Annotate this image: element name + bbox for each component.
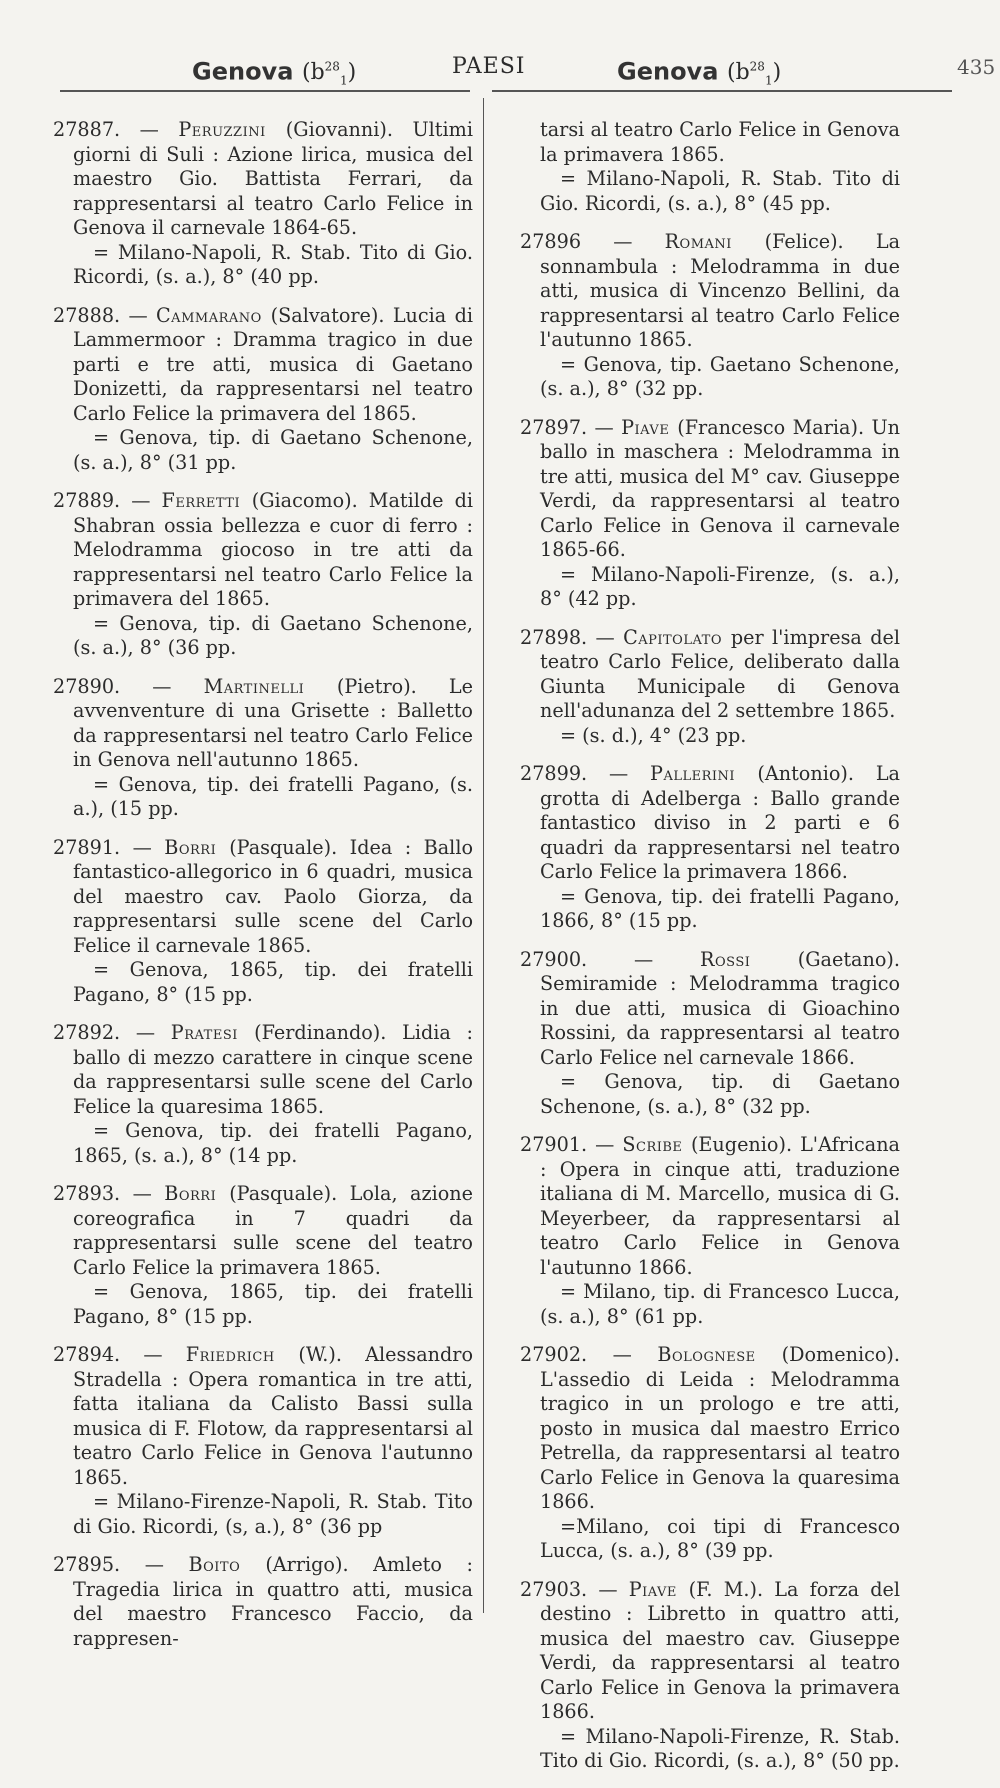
entry-author: Romani [664, 230, 765, 253]
entry-description [520, 626, 900, 724]
entry-description [520, 118, 900, 167]
entry-author: Scribe [622, 1133, 691, 1156]
catalog-entry [53, 489, 473, 661]
entry-dash: — [587, 1343, 658, 1366]
catalog-entry [520, 230, 900, 402]
entry-author: Martinelli [203, 674, 337, 698]
entry-text: (F. M.). La forza del destino : Libretto in quattro atti, musica del maestro cav. Giuseppe Verdi, da rappresentarsi al teatro Carlo Felice in Genova la primavera 1866. [540, 1577, 901, 1723]
entry-author: Pallerini [650, 762, 758, 785]
catalog-entry [53, 1343, 473, 1539]
entry-description [53, 1553, 473, 1651]
entry-dash: — [120, 118, 179, 141]
entry-dash: — [120, 1553, 189, 1576]
entry-author: Boito [188, 1553, 266, 1576]
column-divider [483, 98, 484, 1613]
header-shelfmark-right: $(b^{28}_1)$ [726, 60, 782, 88]
entry-author: Friedrich [185, 1343, 299, 1366]
entry-author: Bolognese [657, 1343, 782, 1366]
catalog-entry [520, 118, 900, 216]
entry-description [53, 1343, 473, 1490]
entry-dash: — [587, 625, 624, 649]
catalog-entry [53, 1182, 473, 1329]
entry-imprint: = Genova, 1865, tip. dei fratelli Pagano, 8° (15 pp. [73, 958, 473, 1006]
header-city-left: Genova [192, 57, 294, 86]
entry-description [53, 1021, 473, 1119]
entry-number: 27898. [520, 625, 588, 649]
right-column [520, 118, 900, 1788]
entry-text: (W.). Alessandro Stradella : Opera romantica in tre atti, fatta italiana da Calisto Bassi sulla musica di F. Flotow, da rappresentarsi al teatro Carlo Felice in Genova l'autunno 1865. [73, 1343, 473, 1489]
entry-description [53, 304, 473, 427]
entry-author: Borri [164, 835, 230, 859]
entry-text: (Ferdinando). Lidia : ballo di mezzo carattere in cinque scene da rappresentarsi sulle scene del Carlo Felice la quaresima 1865. [73, 1021, 474, 1118]
entry-description [520, 1133, 900, 1280]
entry-imprint: = Genova, 1865, tip. dei fratelli Pagano, 8° (15 pp. [73, 1280, 473, 1328]
entry-imprint: = Genova, tip. dei fratelli Pagano, 1865, (s. a.), 8° (14 pp. [73, 1119, 473, 1167]
entry-imprint: = (s. d.), 4° (23 pp. [560, 723, 747, 747]
entry-imprint: =Milano, coi tipi di Francesco Lucca, (s. a.), 8° (39 pp. [540, 1514, 900, 1562]
entry-description [520, 762, 900, 885]
entry-number: 27900. [520, 947, 588, 971]
entry-text: (Giacomo). Matilde di Shabran ossia bellezza e cuor di ferro : Melodramma giocoso in tre atti da rappresentarsi nel teatro Carlo Felice la primavera del 1865. [73, 489, 474, 610]
page-number: 435 [957, 55, 996, 79]
entry-imprint: = Genova, tip. dei fratelli Pagano, 1866, 8° (15 pp. [540, 884, 900, 932]
entry-text: (Domenico). L'assedio di Leida : Melodramma tragico in un prologo e tre atti, posto in musica dal maestro Errico Petrella, da rappresentarsi al teatro Carlo Felice in Genova la quaresima 1866. [540, 1343, 900, 1513]
entry-imprint: = Genova, tip. di Gaetano Schenone, (s. a.), 8° (32 pp. [540, 1070, 900, 1118]
entry-dash: — [120, 1343, 186, 1366]
entry-description [53, 118, 473, 241]
entry-text: (Pietro). Le avvenventure di una Grisette : Balletto da rappresentarsi nel teatro Carlo Felice in Genova nell'autunno 1865. [73, 674, 474, 771]
entry-dash: — [587, 1577, 629, 1601]
entry-imprint: = Milano-Napoli-Firenze, (s. a.), 8° (42 pp. [540, 562, 900, 610]
entry-number: 27890. [53, 674, 121, 698]
entry-text: (Giovanni). Ultimi giorni di Suli : Azione lirica, musica del maestro Gio. Battista Ferrari, da rappresentarsi al teatro Carlo Felice in Genova il carnevale 1864-65. [73, 118, 473, 239]
entry-author: Borri [164, 1182, 230, 1205]
entry-imprint: = Genova, tip. Gaetano Schenone, (s. a.), 8° (32 pp. [540, 352, 900, 400]
header-shelfmark-left: $(b^{28}_1)$ [301, 60, 357, 88]
entry-text: (Felice). La sonnambula : Melodramma in due atti, musica di Vincenzo Bellini, da rappresentarsi al teatro Carlo Felice l'autunno 1865. [540, 230, 901, 351]
entry-author: Peruzzini [178, 118, 286, 141]
entry-dash: — [587, 762, 651, 785]
catalog-entry [520, 1133, 900, 1329]
entry-author: Piave [628, 1577, 689, 1601]
entry-imprint: = Milano-Napoli-Firenze, R. Stab. Tito di Gio. Ricordi, (s. a.), 8° (50 pp. [540, 1724, 900, 1772]
running-head-center: PAESI [452, 54, 526, 79]
entry-number: 27887. [53, 118, 121, 141]
catalog-entry [53, 1553, 473, 1651]
catalog-entry [53, 1021, 473, 1168]
entry-author: Pratesi [170, 1021, 255, 1044]
entry-text: tarsi al teatro Carlo Felice in Genova la primavera 1865. [540, 118, 900, 166]
entry-number: 27891. [53, 835, 121, 859]
entry-imprint: = Genova, tip. dei fratelli Pagano, (s. a.), (15 pp. [73, 772, 473, 820]
entry-description [520, 230, 900, 353]
catalog-entry [520, 1343, 900, 1564]
entry-author: Piave [621, 415, 678, 439]
entry-text: (Francesco Maria). Un ballo in maschera : Melodramma in tre atti, musica del M° cav. Giuseppe Verdi, da rappresentarsi al teatro Carlo Felice in Genova il carnevale 1865-66. [540, 415, 900, 561]
entry-imprint: = Genova, tip. di Gaetano Schenone, (s. a.), 8° (36 pp. [73, 611, 473, 659]
catalog-entry [53, 304, 473, 476]
catalog-entry [53, 118, 473, 290]
entry-number: 27895. [53, 1553, 121, 1576]
entry-dash: — [581, 230, 665, 253]
entry-description [53, 836, 473, 959]
entry-imprint: = Genova, tip. di Gaetano Schenone, (s. a.), 8° (31 pp. [73, 426, 473, 474]
entry-number: 27896 [520, 230, 582, 253]
entry-dash: — [587, 415, 622, 439]
catalog-entry [520, 1578, 900, 1774]
catalog-entry [53, 675, 473, 822]
entry-dash: — [587, 947, 701, 971]
header-rule-right [492, 90, 952, 92]
catalog-entry [520, 948, 900, 1120]
entry-text: (Antonio). La grotta di Adelberga : Ballo grande fantastico diviso in 2 parti e 6 quadri da rappresentarsi nel teatro Carlo Felice la primavera 1866. [540, 762, 900, 883]
entry-author: Ferretti [161, 489, 252, 512]
entry-number: 27897. [520, 415, 588, 439]
entry-imprint: = Milano-Napoli, R. Stab. Tito di Gio. Ricordi, (s. a.), 8° (40 pp. [73, 240, 473, 288]
entry-description [53, 489, 473, 612]
entry-number: 27889. [53, 489, 121, 512]
entry-dash: — [120, 303, 156, 327]
entry-description [53, 675, 473, 773]
entry-description [520, 1578, 900, 1725]
entry-text: (Pasquale). Idea : Ballo fantastico-allegorico in 6 quadri, musica del maestro cav. Paolo Giorza, da rappresentarsi sulle scene del Carlo Felice il carnevale 1865. [73, 835, 474, 957]
entry-number: 27902. [520, 1343, 588, 1366]
entry-dash: — [120, 674, 204, 698]
entry-text: (Gaetano). Semiramide : Melodramma tragico in due atti, musica di Gioachino Rossini, da rappresentarsi al teatro Carlo Felice nel carnevale 1866. [540, 947, 900, 1069]
entry-number: 27888. [53, 303, 121, 327]
entry-author: Rossi [700, 947, 798, 971]
entry-dash: — [120, 835, 165, 859]
entry-number: 27894. [53, 1343, 121, 1366]
catalog-entry [520, 626, 900, 749]
entry-text: (Salvatore). Lucia di Lammermoor : Dramma tragico in due parti e tre atti, musica di Gaetano Donizetti, da rappresentarsi nel teatro Carlo Felice la primavera del 1865. [73, 303, 473, 425]
catalog-entry [53, 836, 473, 1008]
entry-number: 27901. [520, 1133, 588, 1156]
entry-description [520, 948, 900, 1071]
entry-imprint: = Milano, tip. di Francesco Lucca, (s. a.), 8° (61 pp. [540, 1280, 900, 1328]
entry-number: 27903. [520, 1577, 588, 1601]
entry-author: Capitolato [623, 625, 731, 649]
header-city-right: Genova [617, 57, 719, 86]
entry-number: 27899. [520, 762, 588, 785]
header-rule-left [60, 90, 470, 92]
entry-text: per l'impresa del teatro Carlo Felice, deliberato dalla Giunta Municipale di Genova nell'adunanza del 2 settembre 1865. [540, 625, 900, 722]
catalog-entry [520, 416, 900, 612]
entry-dash: — [120, 1182, 165, 1205]
entry-text: (Pasquale). Lola, azione coreografica in 7 quadri da rappresentarsi sulle scene del teatro Carlo Felice la primavera 1865. [73, 1182, 473, 1279]
entry-description [520, 1343, 900, 1515]
entry-text: (Eugenio). L'Africana : Opera in cinque atti, traduzione italiana di M. Marcello, musica di G. Meyerbeer, da rappresentarsi al teatro Carlo Felice in Genova l'autunno 1866. [540, 1133, 900, 1279]
entry-dash: — [120, 489, 162, 512]
entry-number: 27892. [53, 1021, 121, 1044]
entry-dash: — [120, 1021, 171, 1044]
left-column [53, 118, 473, 1665]
entry-imprint: = Milano-Firenze-Napoli, R. Stab. Tito di Gio. Ricordi, (s, a.), 8° (36 pp [73, 1490, 473, 1538]
entry-description [53, 1182, 473, 1280]
catalog-entry [520, 762, 900, 934]
entry-text: (Arrigo). Amleto : Tragedia lirica in quattro atti, musica del maestro Francesco Faccio, da rappresen- [73, 1553, 473, 1650]
entry-imprint: = Milano-Napoli, R. Stab. Tito di Gio. Ricordi, (s. a.), 8° (45 pp. [540, 167, 900, 215]
entry-author: Cammarano [156, 303, 271, 327]
entry-dash: — [587, 1133, 623, 1156]
entry-description [520, 416, 900, 563]
entry-number: 27893. [53, 1182, 121, 1205]
